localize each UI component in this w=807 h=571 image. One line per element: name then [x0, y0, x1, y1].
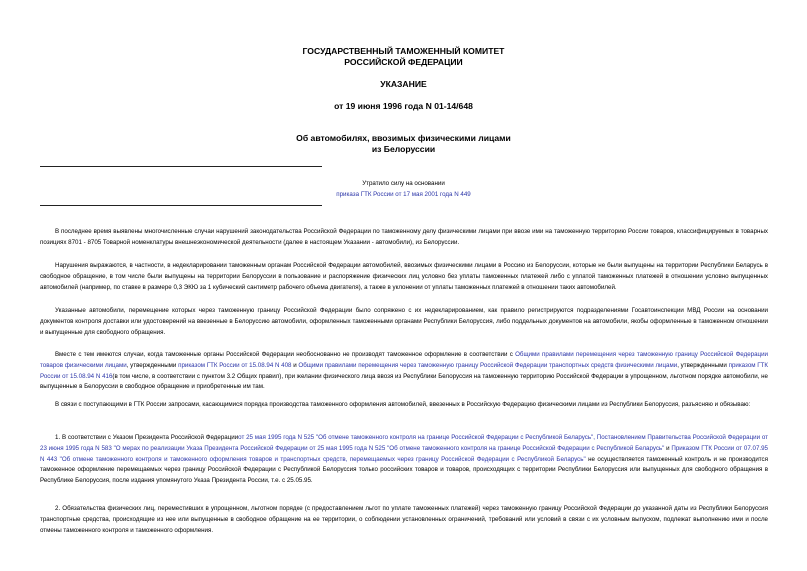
org-name-line1: ГОСУДАРСТВЕННЫЙ ТАМОЖЕННЫЙ КОМИТЕТ	[302, 46, 505, 56]
link-order-416[interactable]: приказом ГТК России от 15.08.94 N 416	[40, 361, 768, 380]
paragraph-4	[40, 350, 768, 393]
paragraph-7: 2. Обязательства физических лиц, переместивших в упрощенном, льготном порядке (с предоставлением льгот по уплате таможенных платежей) через таможенную границу Российской Федерации до указанной даты из Республики Белоруссия транспортные средства, происходящие из нее или выпущенные в свободное обращение на ее территории, о соблюдении установленных ограничений, требований или условий в связи с их условным выпуском, подлежат выполнению ими и после отмены таможенного контроля и таможенного оформления.	[40, 505, 768, 534]
paragraph-6	[40, 433, 768, 487]
lost-force-link[interactable]: приказа ГТК России от 17 мая 2001 года N 449	[336, 191, 471, 198]
link-general-rules-vehicles[interactable]: Общими правилами перемещения через таможенную границу Российской Федерации транспортных средств физическими лицами	[298, 361, 678, 369]
paragraph-1: В последнее время выявлены многочисленные случаи нарушений законодательства Российской Федерации по таможенному делу физическими лицами при ввозе ими на таможенную территорию России товаров, классифицируемых в товарных позициях 8701 - 8705 Товарной номенклатуры внешнеэкономической деятельности (далее в настоящем Указании - автомобили), из Белоруссии.	[40, 228, 768, 246]
link-order-408[interactable]: приказом ГТК России от 15.08.94 N 408	[178, 361, 292, 369]
link-decree-525[interactable]: от 25 мая 1995 года N 525 "Об отмене таможенного контроля на границе Российской Федерации с Республикой Беларусь", Постановлением Правительства Российской Федерации от 23 июня 1995 года N 583 "О мерах по реализации Указа Президента Российской Федерации от 25 мая 1995 года N 525 "Об отмене таможенного контроля на границе Российской Федерации с Республикой Беларусь"	[40, 434, 768, 452]
paragraph-text: , утвержденными	[126, 361, 179, 369]
paragraph-text: (в том числе, в соответствии с пунктом 3.2 Общих правил), при желании физического лица ввозя из Республики Белоруссия на таможенную территорию Российской Федерации в упрощенном, льготном порядке автомобили, не выпущенные в Белоруссии в свободное обращение и приобретенные им там.	[40, 372, 768, 391]
org-name-line2: РОССИЙСКОЙ ФЕДЕРАЦИИ	[344, 57, 463, 67]
divider-top	[40, 166, 322, 167]
paragraph-2: Нарушения выражаются, в частности, в недекларировании таможенным органам Российской Федерации автомобилей, ввозимых физическими лицами в Россию из Белоруссии, которые не были выпущены на территории Республики Беларусь в свободное обращение, в том числе были выпущены на территории Белоруссии в пользование и распоряжение физических лиц условно без уплаты таможенных платежей либо с уплатой таможенных платежей в отношении условно выпущенных автомобилей (например, по ставке в размере 0,3 ЭКЮ за 1 кубический сантиметр рабочего объема двигателя), а также в уклонении от уплаты таможенных платежей в отношении таких автомобилей.	[40, 262, 768, 291]
link-general-rules-goods[interactable]: Общими правилами перемещения через таможенную границу Российской Федерации товаров физическими лицами	[40, 351, 768, 369]
document-kind: УКАЗАНИЕ	[380, 79, 427, 89]
paragraph-text: и	[291, 361, 299, 369]
paragraph-text: 1. В соответствии с Указом Президента Российской Федерации	[55, 434, 239, 441]
paragraph-text: и	[664, 444, 672, 452]
document-title-line2: из Белоруссии	[371, 144, 436, 154]
link-order-443[interactable]: Приказом ГТК России от 07.07.95 N 443 "Об отмене таможенного контроля и таможенного оформления товаров и транспортных средств, перемещаемых через границу Российской Федерации с Республикой Беларусь"	[40, 444, 768, 463]
paragraph-3: Указанные автомобили, перемещение которых через таможенную границу Российской Федерации было сопряжено с их недекларированием, как правило регистрируются подразделениями Госавтоинспекции МВД России на основании документов контроля доставки или удостоверений на ввезенные в Белоруссию автомобили, оформленных таможенными органами Республики Белоруссия, либо поддельных документов на автомобили, якобы оформленные в таможенном отношении и выпущенные для свободного обращения.	[40, 307, 768, 336]
lost-force-note: Утратило силу на основании	[362, 180, 445, 187]
document-title-line1: Об автомобилях, ввозимых физическими лицами	[296, 133, 511, 143]
paragraph-text: Вместе с тем имеются случаи, когда таможенные органы Российской Федерации необоснованно не производят таможенное оформление в соответствии с	[55, 351, 516, 358]
paragraph-text: , утвержденными	[677, 361, 729, 369]
paragraph-text: не осуществляется таможенный контроль и не производится таможенное оформление перемещаемых через границу Российской Федерации с Республикой Белоруссия только российских товаров и товаров, происходящих с территории Республики Белоруссия или выпущенных для свободного обращения в Республике Белоруссия, после издания упомянутого Указа Президента России, т.е. с 25.05.95.	[40, 455, 769, 485]
paragraph-5: В связи с поступающими в ГТК России запросами, касающимися порядка производства таможенного оформления автомобилей, ввезенных в Российскую Федерацию физическими лицами из Республики Белоруссия, разъясняю и обязываю:	[55, 401, 751, 408]
document-date: от 19 июня 1996 года N 01-14/648	[334, 101, 473, 111]
divider-bottom	[40, 205, 322, 206]
